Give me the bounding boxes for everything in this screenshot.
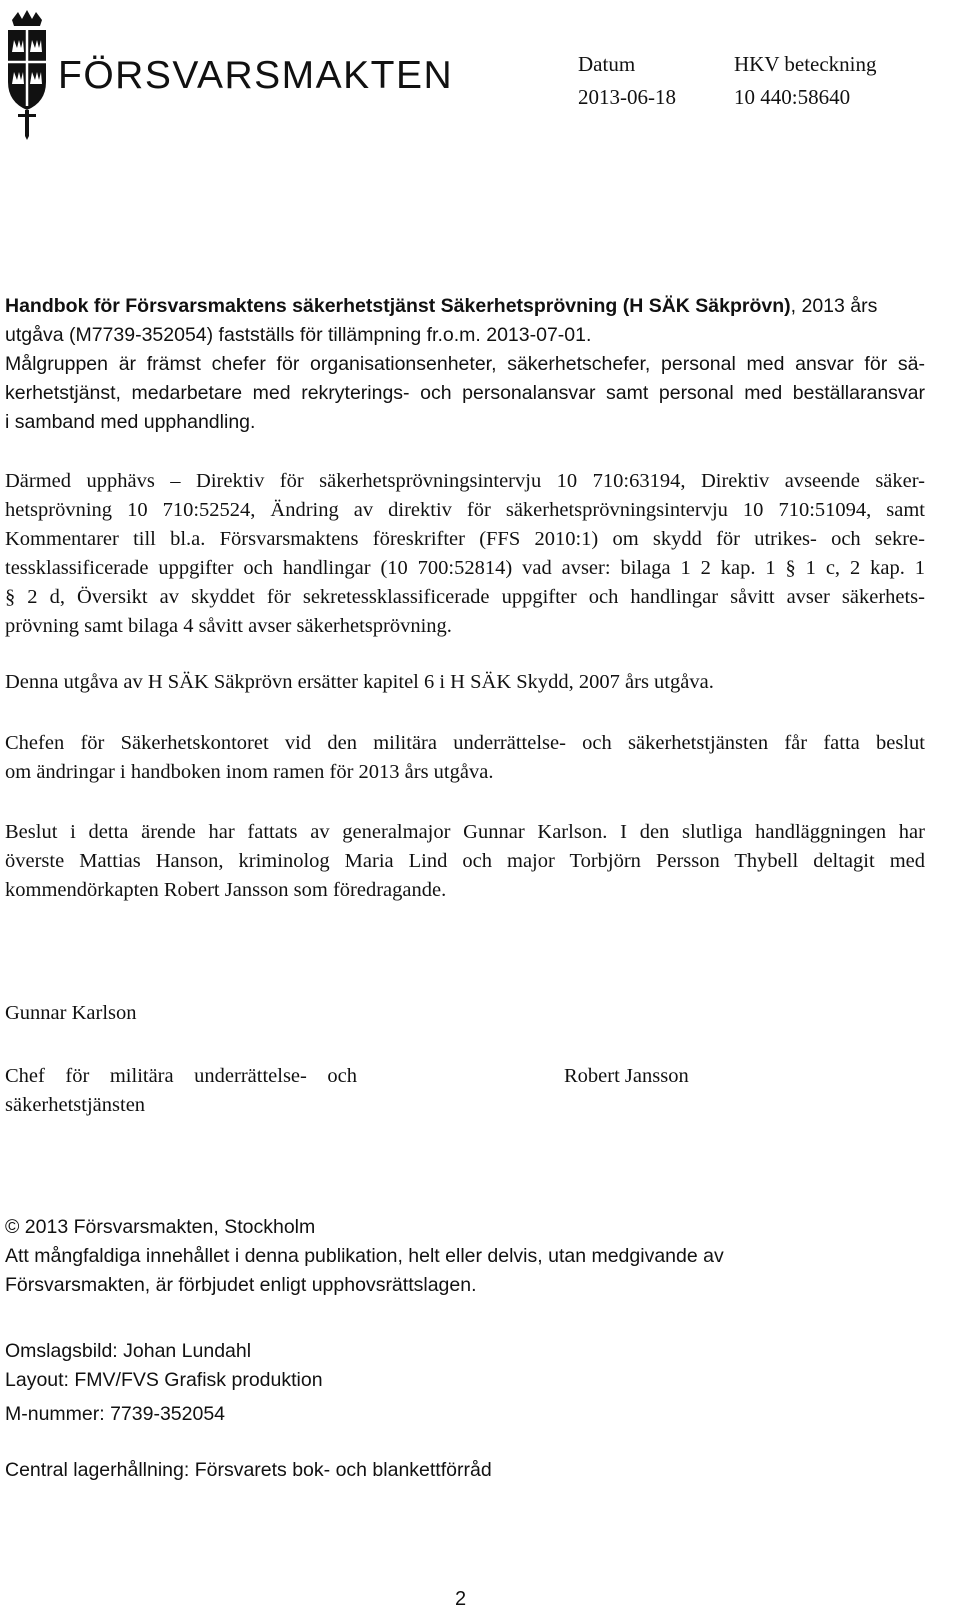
signer-title-line: Chef för militära underrättelse- och <box>5 1065 357 1087</box>
paragraph-line: Chefen för Säkerhetskontoret vid den militära underrättelse- och säkerhetstjänsten får fatta beslut <box>5 732 925 754</box>
production-block <box>5 1337 925 1395</box>
paragraph-line: prövning samt bilaga 4 såvitt avser säkerhetsprövning. <box>5 615 452 637</box>
decision-paragraph <box>5 818 925 905</box>
paragraph-line: tessklassificerade uppgifter och handlingar (10 700:52814) vad avser: bilaga 1 2 kap. 1 § 1 c, 2 kap. 1 <box>5 557 925 579</box>
paragraph-line: § 2 d, Översikt av skyddet för sekretessklassificerade uppgifter och handlingar såvitt avser säkerhets- <box>5 586 925 608</box>
signer-name: Gunnar Karlson <box>5 1002 137 1024</box>
coat-of-arms-emblem <box>4 10 50 140</box>
date-label: Datum <box>578 52 636 76</box>
intro-section <box>5 292 925 437</box>
rights-line: Försvarsmakten, är förbjudet enligt upphovsrättslagen. <box>5 1274 477 1296</box>
presenter-name: Robert Jansson <box>564 1065 689 1087</box>
page-number: 2 <box>455 1588 467 1610</box>
authority-paragraph <box>5 729 925 787</box>
storage-info: Central lagerhållning: Försvarets bok- och blankettförråd <box>5 1459 492 1481</box>
copyright-line: © 2013 Försvarsmakten, Stockholm <box>5 1216 316 1238</box>
replacement-paragraph <box>5 668 925 697</box>
m-number: M-nummer: 7739-352054 <box>5 1403 226 1425</box>
intro-line-1: Handbok för Försvarsmaktens säkerhetstjänst Säkerhetsprövning (H SÄK Säkprövn), 2013 års <box>5 295 878 317</box>
org-wordmark: FÖRSVARSMAKTEN <box>58 54 454 97</box>
repeal-paragraph <box>5 467 925 641</box>
intro-line-2: utgåva (M7739-352054) fastställs för tillämpning fr.o.m. 2013-07-01. <box>5 324 592 346</box>
target-group-line: Målgruppen är främst chefer för organisationsenheter, säkerhetschefer, personal med ansvar för sä- <box>5 353 925 375</box>
date-value: 2013-06-18 <box>578 85 676 109</box>
cover-photo-credit: Omslagsbild: Johan Lundahl <box>5 1340 252 1362</box>
layout-credit: Layout: FMV/FVS Grafisk produktion <box>5 1369 323 1391</box>
handbook-title: Handbok för Försvarsmaktens säkerhetstjänst Säkerhetsprövning (H SÄK Säkprövn) <box>5 295 791 317</box>
paragraph-line: Kommentarer till bl.a. Försvarsmaktens föreskrifter (FFS 2010:1) om skydd för utrikes- och sekre- <box>5 528 925 550</box>
paragraph-line: kommendörkapten Robert Jansson som föredragande. <box>5 879 447 901</box>
paragraph-line: Beslut i detta ärende har fattats av generalmajor Gunnar Karlson. I den slutliga handläggningen har <box>5 821 925 843</box>
target-group-line: i samband med upphandling. <box>5 411 256 433</box>
signer-title-line: säkerhetstjänsten <box>5 1094 146 1116</box>
paragraph-line: om ändringar i handboken inom ramen för 2013 års utgåva. <box>5 761 494 783</box>
paragraph-line: Därmed upphävs – Direktiv för säkerhetsprövningsintervju 10 710:63194, Direktiv avseende säker- <box>5 470 925 492</box>
reference-label: HKV beteckning <box>734 52 877 76</box>
reference-value: 10 440:58640 <box>734 85 851 109</box>
paragraph-line: överste Mattias Hanson, kriminolog Maria Lind och major Torbjörn Persson Thybell deltagit med <box>5 850 925 872</box>
copyright-block <box>5 1213 925 1300</box>
paragraph-line: Denna utgåva av H SÄK Säkprövn ersätter kapitel 6 i H SÄK Skydd, 2007 års utgåva. <box>5 671 714 693</box>
rights-line: Att mångfaldiga innehållet i denna publikation, helt eller delvis, utan medgivande av <box>5 1245 724 1267</box>
paragraph-line: hetsprövning 10 710:52524, Ändring av direktiv för säkerhetsprövningsintervju 10 710:51094, samt <box>5 499 925 521</box>
target-group-line: kerhetstjänst, medarbetare med rekryterings- och personalansvar samt personal med beställaransvar <box>5 382 925 404</box>
signer-title <box>5 1062 357 1120</box>
forsvarsmakten-logo <box>4 10 454 140</box>
